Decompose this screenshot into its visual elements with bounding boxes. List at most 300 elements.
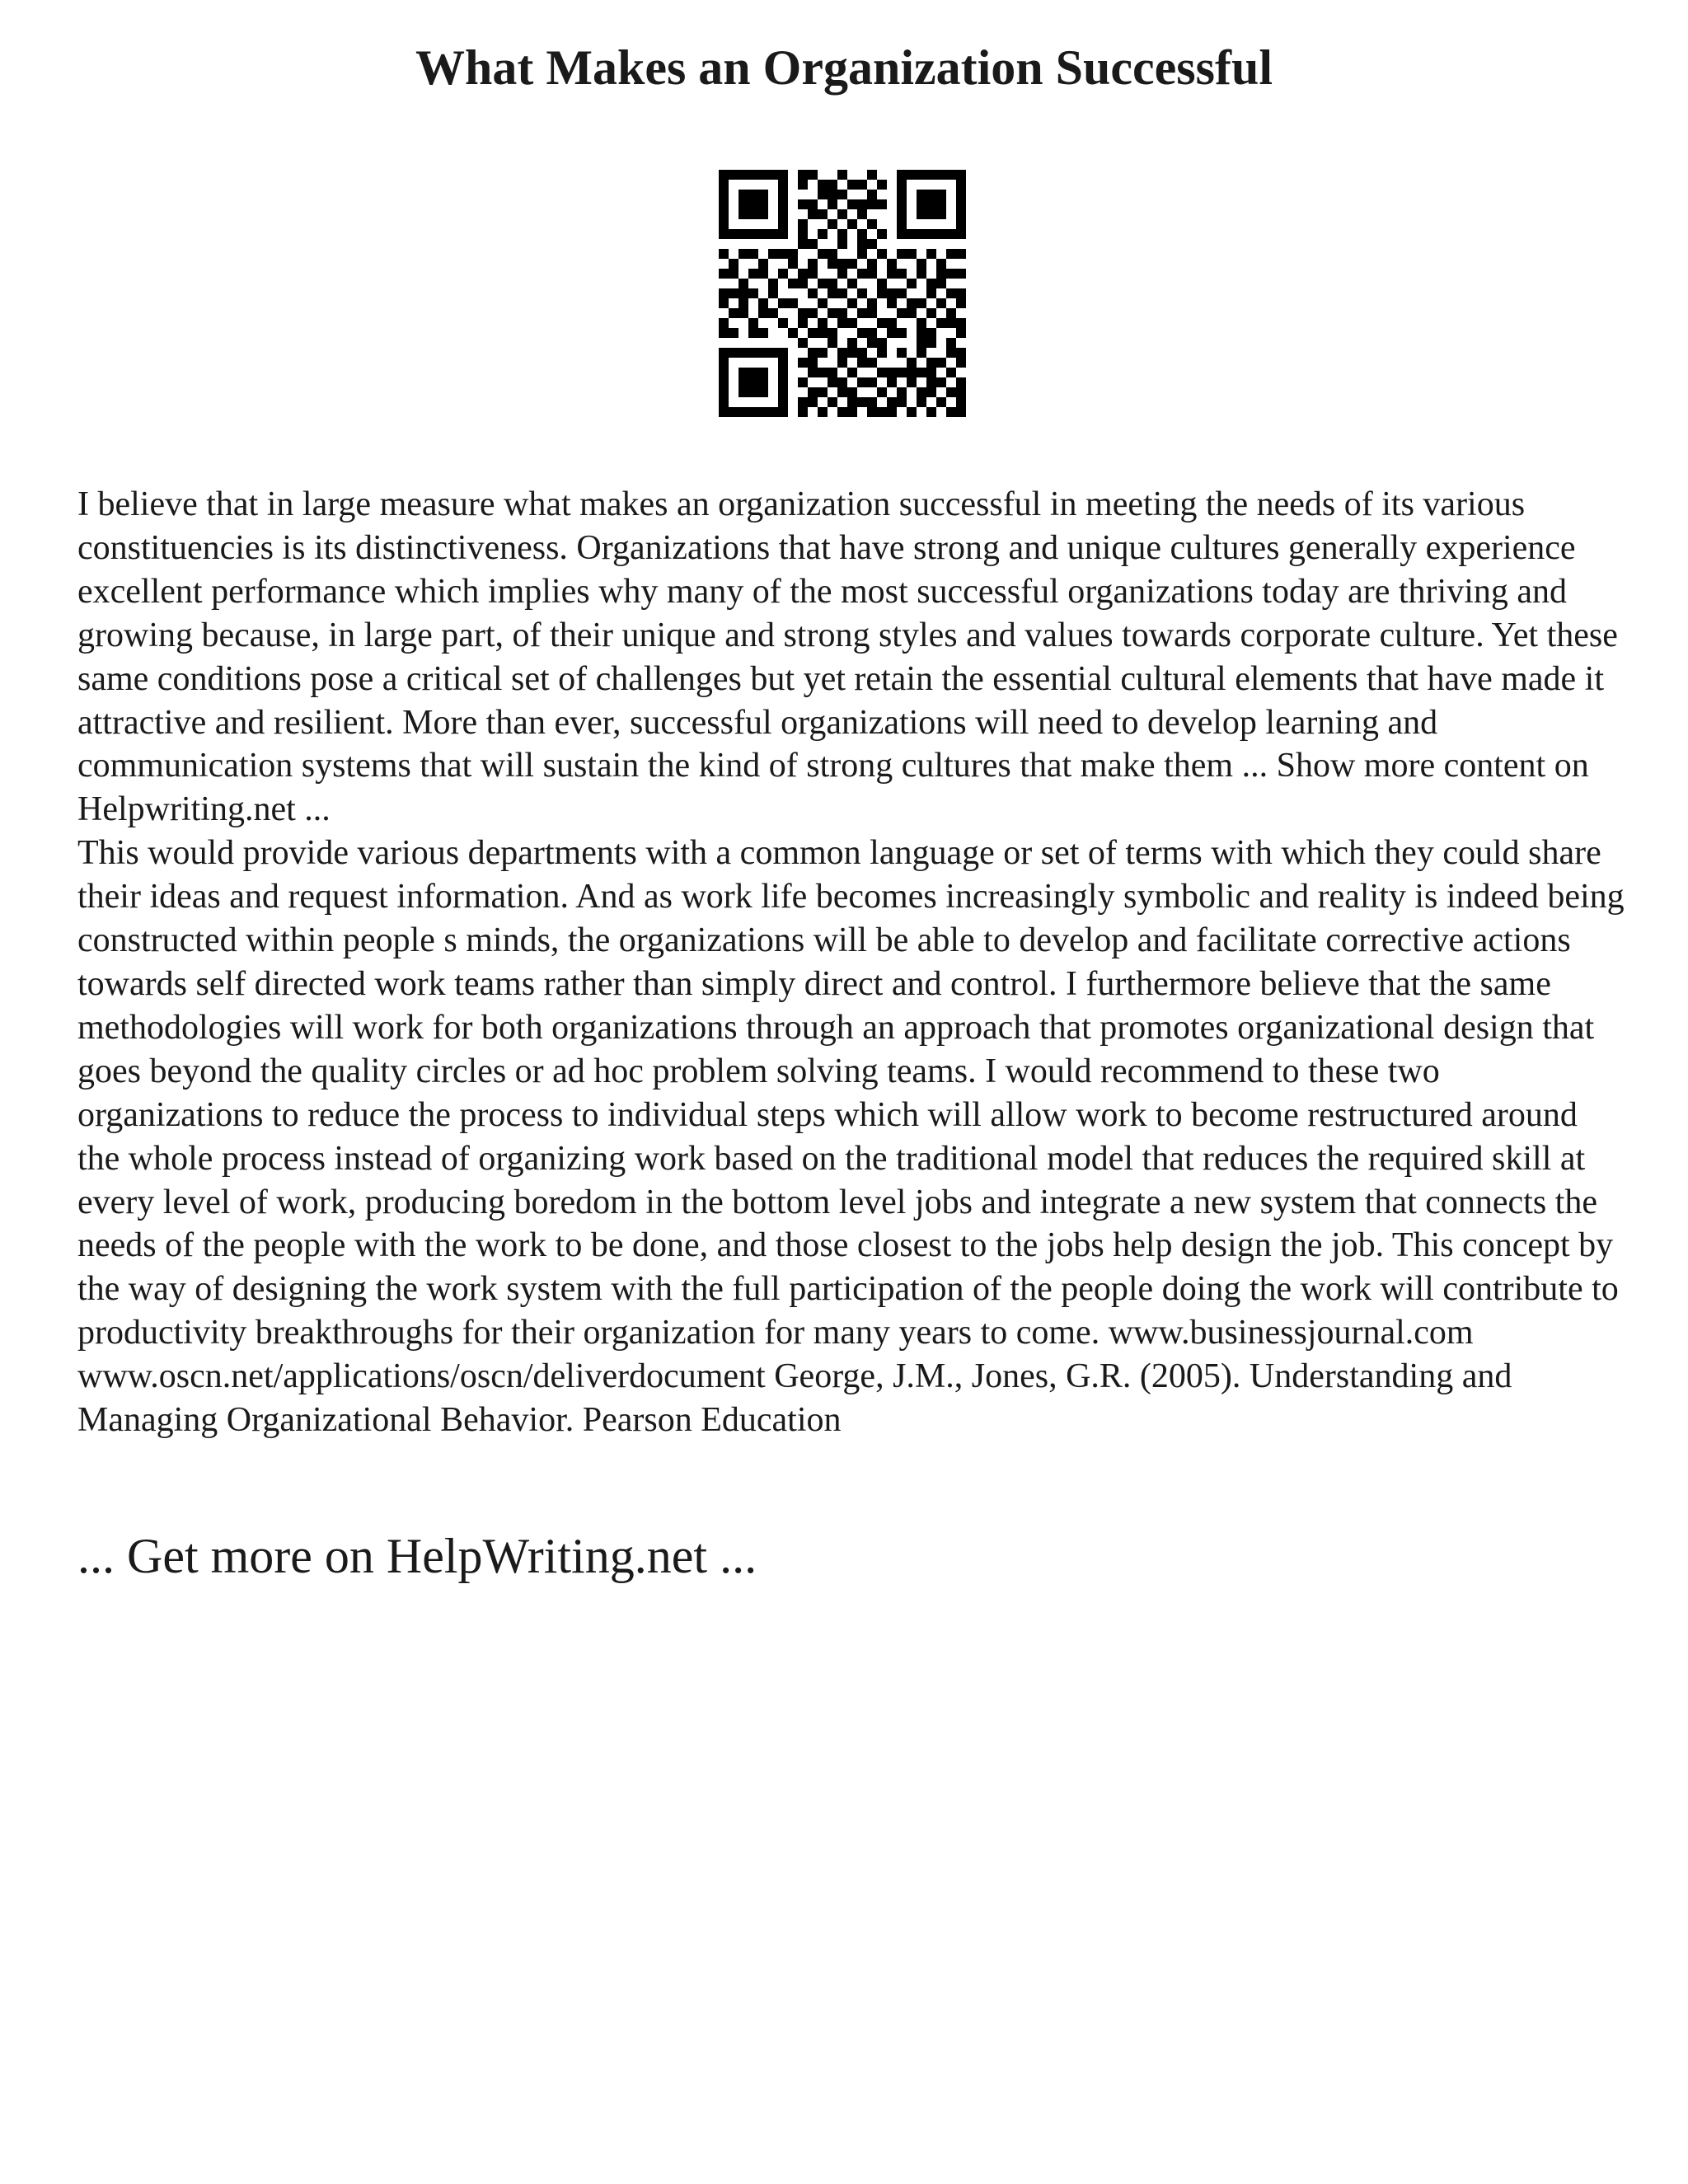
qr-module [738, 199, 748, 209]
qr-module [907, 377, 917, 387]
qr-module [778, 368, 788, 377]
qr-module [729, 269, 738, 279]
qr-module [818, 180, 828, 190]
qr-module [926, 279, 936, 288]
qr-module [926, 387, 936, 397]
qr-module [877, 318, 887, 328]
qr-module [808, 328, 818, 338]
qr-module [798, 229, 808, 239]
qr-module [837, 170, 847, 180]
qr-module [719, 407, 729, 417]
qr-module [847, 368, 857, 377]
qr-module [857, 209, 867, 219]
qr-module [956, 318, 966, 328]
qr-module [828, 249, 837, 259]
qr-module [808, 308, 818, 318]
qr-module [907, 368, 917, 377]
qr-module [946, 387, 956, 397]
qr-module [877, 348, 887, 358]
qr-module [837, 229, 847, 239]
qr-module [867, 219, 877, 229]
qr-module [936, 298, 946, 308]
qr-module [778, 407, 788, 417]
qr-module [936, 377, 946, 387]
qr-module [758, 328, 768, 338]
qr-module [778, 318, 788, 328]
qr-module [738, 288, 748, 298]
get-more-link[interactable]: ... Get more on HelpWriting.net ... [77, 1529, 757, 1583]
qr-module [936, 397, 946, 407]
qr-module [778, 358, 788, 368]
qr-module [936, 229, 946, 239]
page-title: What Makes an Organization Successful [415, 40, 1273, 95]
qr-module [936, 279, 946, 288]
qr-module [926, 199, 936, 209]
qr-module [798, 199, 808, 209]
qr-module [847, 199, 857, 209]
qr-module [956, 377, 966, 387]
qr-module [887, 259, 897, 269]
qr-module [837, 288, 847, 298]
qr-module [828, 308, 837, 318]
qr-module [936, 318, 946, 328]
qr-module [897, 249, 907, 259]
qr-module [758, 199, 768, 209]
qr-module [867, 377, 877, 387]
qr-module [837, 308, 847, 318]
qr-module [897, 209, 907, 219]
qr-module [768, 279, 778, 288]
qr-module [837, 209, 847, 219]
qr-module [748, 318, 758, 328]
qr-module [748, 288, 758, 298]
qr-module [798, 239, 808, 249]
qr-module [847, 387, 857, 397]
qr-module [758, 368, 768, 377]
qr-module [956, 269, 966, 279]
qr-module [738, 209, 748, 219]
qr-module [837, 318, 847, 328]
qr-module [867, 338, 877, 348]
qr-module [719, 397, 729, 407]
qr-module [837, 377, 847, 387]
body-text: I believe that in large measure what makes an organization successful in meeting the needs of its various constituencies is its distinctiveness. Organizations that have strong and unique cultures generally experience excellent performance which implies why many of the most successful organizations today are thriving and growing because, in large part, of their unique and strong styles and values towards corporate culture. Yet these same conditions pose a critical set of challenges but yet retain the essential cultural elements that have made it attractive and resilient. More than ever, successful organizations will need to develop learning and communication systems that will sustain the kind of strong cultures that make them ... Show more content on Helpwriting.net ... This would provide various departments with a common language or set of terms with which they could share their ideas and request information. And as work life becomes increasingly symbolic and reality is indeed being constructed within people s minds, the organizations will be able to develop and facilitate corrective actions towards self directed work teams rather than simply direct and control. I furthermore believe that the same methodologies will work for both organizations through an approach that promotes organizational design that goes beyond the quality circles or ad hoc problem solving teams. I would recommend to these two organizations to reduce the process to individual steps which will allow work to become restructured around the whole process instead of organizing work based on the traditional model that reduces the required skill at every level of work, producing boredom in the bottom level jobs and integrate a new system that connects the needs of the people with the work to be done, and those closest to the jobs help design the job. This concept by the way of designing the work system with the full participation of the people doing the work will contribute to productivity breakthroughs for their organization for many years to come. www.businessjournal.com www.oscn.net/applications/oscn/deliverdocument George, J.M., Jones, G.R. (2005). Understanding and Managing Organizational Behavior. Pearson Education [77, 485, 1625, 1440]
qr-module [778, 199, 788, 209]
qr-module [936, 209, 946, 219]
qr-module [917, 338, 926, 348]
qr-module [907, 170, 917, 180]
qr-module [818, 348, 828, 358]
qr-module [917, 328, 926, 338]
qr-module [748, 229, 758, 239]
qr-module [719, 298, 729, 308]
qr-module [738, 348, 748, 358]
qr-module [808, 170, 818, 180]
qr-module [738, 377, 748, 387]
qr-module [719, 249, 729, 259]
qr-module [857, 249, 867, 259]
qr-module [738, 407, 748, 417]
qr-module [828, 338, 837, 348]
qr-module [828, 377, 837, 387]
qr-module [847, 338, 857, 348]
qr-module [857, 358, 867, 368]
qr-module [768, 229, 778, 239]
qr-module [917, 170, 926, 180]
qr-module [946, 269, 956, 279]
qr-module [877, 368, 887, 377]
qr-module [857, 308, 867, 318]
qr-module [946, 338, 956, 348]
qr-module [719, 387, 729, 397]
qr-module [798, 269, 808, 279]
qr-module [897, 269, 907, 279]
qr-module [917, 229, 926, 239]
qr-module [758, 209, 768, 219]
qr-module [847, 279, 857, 288]
qr-module [758, 348, 768, 358]
qr-module [808, 239, 818, 249]
qr-module [887, 407, 897, 417]
qr-module [808, 209, 818, 219]
qr-module [758, 407, 768, 417]
qr-module [729, 328, 738, 338]
qr-module [867, 397, 877, 407]
qr-module [719, 377, 729, 387]
qr-module [887, 397, 897, 407]
qr-module [768, 170, 778, 180]
qr-module [729, 348, 738, 358]
qr-module [857, 180, 867, 190]
qr-module [926, 229, 936, 239]
qr-module [867, 328, 877, 338]
qr-module [837, 348, 847, 358]
qr-module [837, 358, 847, 368]
qr-module [877, 249, 887, 259]
qr-module [758, 298, 768, 308]
qr-module [867, 190, 877, 199]
qr-module [719, 318, 729, 328]
qr-module [748, 387, 758, 397]
qr-module [837, 387, 847, 397]
qr-module [818, 368, 828, 377]
qr-module [897, 397, 907, 407]
qr-module [926, 328, 936, 338]
qr-module [818, 229, 828, 239]
qr-module [828, 259, 837, 269]
qr-module [729, 229, 738, 239]
qr-module [867, 199, 877, 209]
qr-module [946, 288, 956, 298]
qr-module [926, 407, 936, 417]
qr-module [719, 170, 729, 180]
qr-module [808, 387, 818, 397]
qr-module [719, 190, 729, 199]
qr-module [778, 209, 788, 219]
qr-module [837, 407, 847, 417]
qr-module [887, 377, 897, 387]
qr-module [857, 199, 867, 209]
qr-module [877, 338, 887, 348]
qr-module [926, 249, 936, 259]
qr-module [738, 229, 748, 239]
qr-module [818, 249, 828, 259]
qr-module [798, 279, 808, 288]
qr-module [837, 259, 847, 269]
qr-module [748, 199, 758, 209]
qr-module [719, 229, 729, 239]
qr-module [917, 397, 926, 407]
qr-module [917, 209, 926, 219]
qr-module [956, 348, 966, 358]
qr-module [867, 298, 877, 308]
qr-module [956, 229, 966, 239]
qr-module [897, 368, 907, 377]
qr-module [897, 348, 907, 358]
qr-module [798, 318, 808, 328]
qr-module [748, 328, 758, 338]
qr-module [847, 348, 857, 358]
qr-module [768, 407, 778, 417]
qr-module [867, 170, 877, 180]
qr-module [867, 239, 877, 249]
qr-module [847, 318, 857, 328]
qr-module [877, 387, 887, 397]
qr-module [798, 180, 808, 190]
qr-module [907, 298, 917, 308]
qr-module [768, 308, 778, 318]
qr-module [778, 249, 788, 259]
qr-module [926, 338, 936, 348]
qr-code-icon [719, 170, 966, 417]
qr-module [956, 209, 966, 219]
qr-module [926, 368, 936, 377]
qr-module [788, 249, 798, 259]
qr-module [887, 298, 897, 308]
qr-module [887, 368, 897, 377]
qr-module [798, 308, 808, 318]
qr-module [719, 199, 729, 209]
qr-module [936, 259, 946, 269]
qr-module [719, 269, 729, 279]
qr-module [758, 308, 768, 318]
qr-module [719, 358, 729, 368]
qr-module [837, 190, 847, 199]
qr-module [729, 170, 738, 180]
qr-module [778, 348, 788, 358]
qr-module [857, 239, 867, 249]
qr-module [738, 170, 748, 180]
qr-module [758, 259, 768, 269]
qr-module [818, 298, 828, 308]
qr-module [907, 229, 917, 239]
qr-module [748, 269, 758, 279]
qr-module [877, 180, 887, 190]
qr-module [778, 269, 788, 279]
qr-module [956, 170, 966, 180]
qr-module [828, 368, 837, 377]
qr-module [778, 397, 788, 407]
qr-module [719, 219, 729, 229]
qr-module [926, 170, 936, 180]
qr-module [857, 269, 867, 279]
qr-module [788, 259, 798, 269]
qr-module [956, 199, 966, 209]
qr-module [758, 170, 768, 180]
qr-module [788, 279, 798, 288]
qr-module [887, 269, 897, 279]
qr-module [907, 279, 917, 288]
qr-code-graphic [719, 170, 966, 417]
qr-module [818, 209, 828, 219]
qr-module [788, 298, 798, 308]
qr-module [867, 259, 877, 269]
qr-module [936, 199, 946, 209]
qr-module [778, 180, 788, 190]
qr-module [857, 229, 867, 239]
qr-module [907, 358, 917, 368]
qr-module [738, 308, 748, 318]
qr-module [847, 219, 857, 229]
qr-module [828, 279, 837, 288]
qr-module [936, 170, 946, 180]
qr-module [768, 249, 778, 259]
qr-module [808, 358, 818, 368]
qr-module [926, 288, 936, 298]
qr-module [778, 229, 788, 239]
qr-module [768, 348, 778, 358]
qr-module [956, 249, 966, 259]
qr-module [778, 170, 788, 180]
qr-module [847, 298, 857, 308]
qr-module [798, 338, 808, 348]
qr-module [956, 180, 966, 190]
qr-module [946, 170, 956, 180]
qr-module [798, 170, 808, 180]
qr-module [907, 249, 917, 259]
qr-module [956, 298, 966, 308]
qr-module [897, 219, 907, 229]
qr-module [897, 387, 907, 397]
qr-module [758, 269, 768, 279]
qr-module [808, 259, 818, 269]
qr-module [917, 368, 926, 377]
qr-module [828, 288, 837, 298]
qr-module [738, 368, 748, 377]
qr-module [808, 397, 818, 407]
qr-module [897, 308, 907, 318]
qr-module [719, 180, 729, 190]
qr-module [828, 328, 837, 338]
qr-module [748, 249, 758, 259]
qr-module [788, 328, 798, 338]
qr-module [729, 407, 738, 417]
qr-module [897, 229, 907, 239]
qr-module [837, 239, 847, 249]
qr-module [946, 368, 956, 377]
qr-module [907, 407, 917, 417]
qr-module [847, 407, 857, 417]
qr-module [926, 190, 936, 199]
qr-module [719, 328, 729, 338]
qr-module [748, 377, 758, 387]
qr-module [956, 358, 966, 368]
qr-module [748, 170, 758, 180]
qr-module [917, 199, 926, 209]
qr-module [956, 328, 966, 338]
qr-module [867, 308, 877, 318]
qr-module [857, 348, 867, 358]
qr-module [867, 407, 877, 417]
qr-module [847, 397, 857, 407]
qr-module [877, 279, 887, 288]
qr-module [729, 259, 738, 269]
qr-module [926, 308, 936, 318]
qr-module [877, 229, 887, 239]
qr-module [768, 288, 778, 298]
qr-module [778, 190, 788, 199]
qr-module [748, 190, 758, 199]
qr-module [738, 190, 748, 199]
qr-module [917, 387, 926, 397]
qr-module [956, 219, 966, 229]
qr-module [917, 318, 926, 328]
qr-module [926, 209, 936, 219]
qr-module [936, 190, 946, 199]
qr-module [907, 308, 917, 318]
qr-module [857, 288, 867, 298]
qr-module [798, 358, 808, 368]
qr-module [877, 288, 887, 298]
qr-module [847, 180, 857, 190]
qr-module [956, 397, 966, 407]
qr-module [857, 328, 867, 338]
qr-module [897, 170, 907, 180]
qr-module [847, 259, 857, 269]
qr-module [887, 288, 897, 298]
qr-module [897, 288, 907, 298]
qr-module [917, 190, 926, 199]
qr-module [818, 190, 828, 199]
qr-module [738, 298, 748, 308]
qr-module [738, 387, 748, 397]
qr-module [828, 199, 837, 209]
qr-module [818, 279, 828, 288]
qr-module [917, 269, 926, 279]
qr-module [917, 298, 926, 308]
qr-module [926, 358, 936, 368]
qr-module [946, 407, 956, 417]
qr-module [877, 199, 887, 209]
qr-module [917, 348, 926, 358]
qr-module [897, 199, 907, 209]
qr-module [778, 377, 788, 387]
qr-module [808, 368, 818, 377]
qr-module [857, 377, 867, 387]
qr-module [818, 407, 828, 417]
qr-module [778, 387, 788, 397]
qr-module [946, 229, 956, 239]
qr-module [748, 368, 758, 377]
qr-module [818, 387, 828, 397]
qr-module [828, 219, 837, 229]
qr-module [729, 288, 738, 298]
qr-module [837, 269, 847, 279]
qr-module [719, 288, 729, 298]
qr-module [729, 308, 738, 318]
qr-module [897, 180, 907, 190]
qr-module [897, 328, 907, 338]
